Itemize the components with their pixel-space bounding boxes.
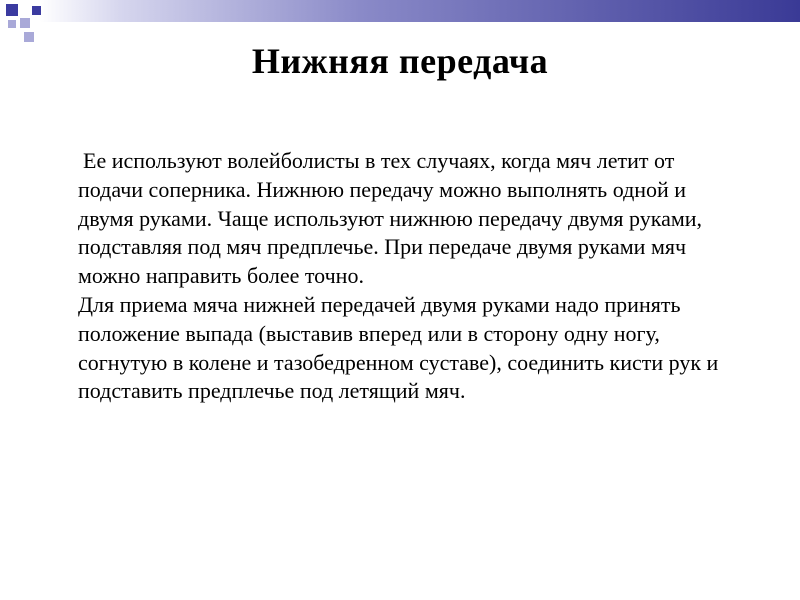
slide-body [78,147,728,406]
decorative-square [6,4,18,16]
decorative-square [32,6,41,15]
slide-title: Нижняя передача [251,41,549,81]
decorative-square [20,18,30,28]
decorative-square [8,20,16,28]
paragraph: Для приема мяча нижней передачей двумя руками надо принять положение выпада (выставив вперед или в сторону одну ногу, согнутую в колене и тазобедренном суставе), соединить кисти рук и подставить предплечье под летящий мяч. [78,291,719,404]
top-decorative-band [0,0,800,22]
paragraph: Ее используют волейболисты в тех случаях, когда мяч летит от подачи соперника. Нижнюю передачу можно выполнять одной и двумя руками. Чаще используют нижнюю передачу двумя руками, подставляя под мяч предплечье. При передаче двумя руками мяч можно направить более точно. [78,148,703,289]
